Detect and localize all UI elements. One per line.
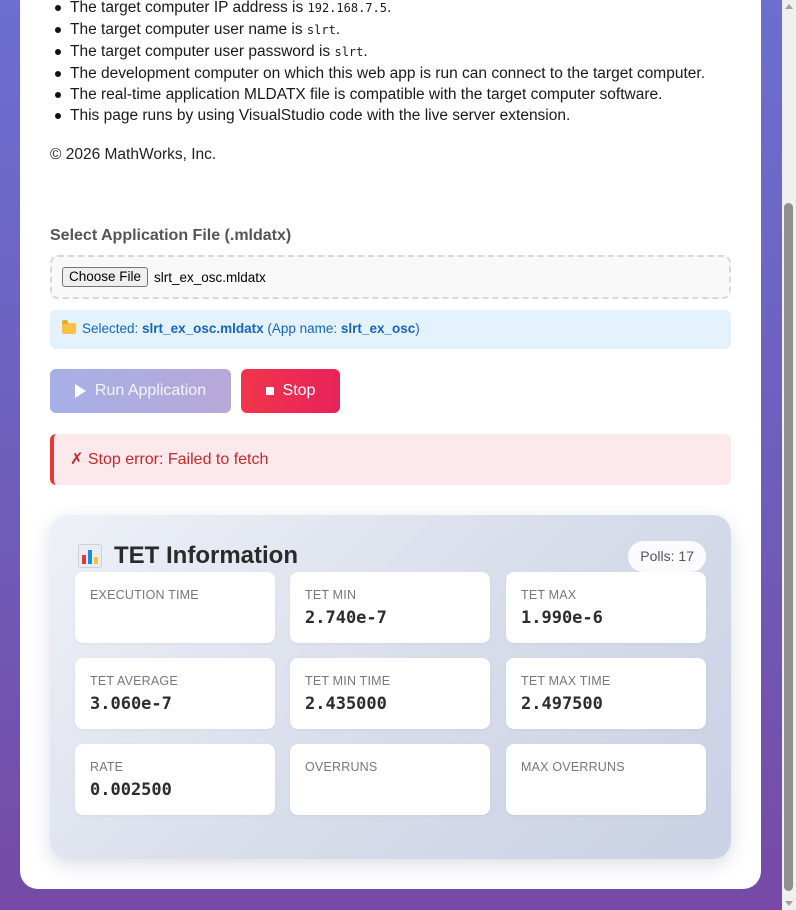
metric-tet-max: TET MAX 1.990e-6	[506, 572, 706, 643]
choose-file-button[interactable]: Choose File	[62, 267, 148, 287]
requirement-item: The target computer user password is slrt.	[70, 41, 705, 63]
requirement-item: The target computer user name is slrt.	[70, 19, 705, 41]
stop-icon	[266, 387, 274, 395]
user-name-code: slrt	[306, 23, 336, 37]
polls-badge: Polls: 17	[628, 541, 706, 572]
play-icon	[75, 384, 86, 398]
metric-tet-max-time: TET MAX TIME 2.497500	[506, 658, 706, 729]
password-code: slrt	[334, 45, 364, 59]
file-select-label: Select Application File (.mldatx)	[50, 227, 292, 244]
tet-title: TET Information	[78, 542, 298, 570]
run-application-button[interactable]: Run Application	[50, 369, 231, 413]
requirement-item: The real-time application MLDATX file is compatible with the target computer software.	[70, 84, 705, 105]
ip-address-code: 192.168.7.5	[307, 1, 387, 15]
app-name: slrt_ex_osc	[340, 321, 416, 336]
selected-file-name: slrt_ex_osc.mldatx	[142, 321, 264, 336]
chosen-file-name: slrt_ex_osc.mldatx	[154, 270, 266, 285]
copyright-text: © 2026 MathWorks, Inc.	[50, 146, 217, 163]
scroll-up-arrow-icon[interactable]	[785, 4, 793, 9]
file-input-area[interactable]	[50, 255, 731, 299]
metric-overruns: OVERRUNS	[290, 744, 490, 815]
requirement-item: The development computer on which this web app is run can connect to the target computer.	[70, 65, 706, 82]
metric-rate: RATE 0.002500	[75, 744, 275, 815]
bar-chart-icon	[78, 544, 102, 568]
metric-max-overruns: MAX OVERRUNS	[506, 744, 706, 815]
requirements-list	[50, 0, 705, 126]
main-card	[20, 0, 761, 889]
scrollbar-thumb[interactable]	[784, 203, 793, 891]
scroll-down-arrow-icon[interactable]	[785, 901, 793, 906]
stop-button[interactable]: Stop	[241, 369, 340, 413]
tet-panel	[50, 515, 731, 859]
vertical-scrollbar[interactable]	[782, 0, 796, 910]
requirement-item: The target computer IP address is 192.168.7.5.	[70, 0, 705, 19]
metric-execution-time: EXECUTION TIME	[75, 572, 275, 643]
error-message: ✗ Stop error: Failed to fetch	[50, 434, 731, 485]
selected-file-info: Selected: slrt_ex_osc.mldatx (App name: slrt_ex_osc)	[50, 310, 731, 349]
metric-tet-min: TET MIN 2.740e-7	[290, 572, 490, 643]
metric-tet-average: TET AVERAGE 3.060e-7	[75, 658, 275, 729]
requirement-item: This page runs by using VisualStudio code with the live server extension.	[70, 105, 705, 126]
metric-tet-min-time: TET MIN TIME 2.435000	[290, 658, 490, 729]
folder-icon	[62, 323, 76, 334]
